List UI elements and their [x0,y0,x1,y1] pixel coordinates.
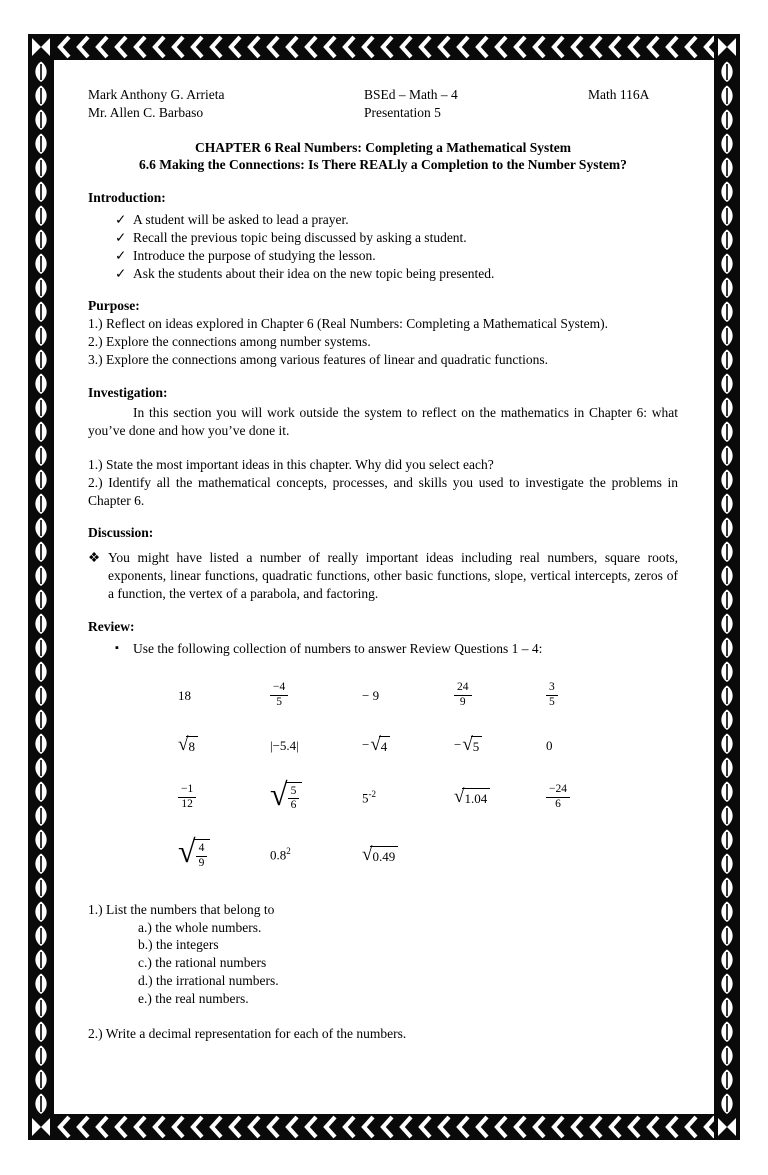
numerator: 24 [454,681,472,696]
numerator: −4 [270,681,288,696]
list-item-text: Recall the previous topic being discussed by asking a student. [133,229,467,245]
numerator: 3 [546,681,558,696]
discussion-paragraph: You might have listed a number of really important ideas including real numbers, square roots, exponents, linear functions, quadratic functions, other basic functions, slope, vertical intercepts, zeros of a function, the vertex of a parabola, and factoring. [108,550,678,601]
introduction-heading: Introduction: [88,190,166,206]
grid-power [270,846,362,863]
check-icon: ✓ [115,265,127,281]
numerator: −24 [546,783,570,798]
denominator: 5 [276,696,282,709]
square-root [370,736,390,755]
grid-power [362,789,454,806]
square-root [362,843,398,865]
review-question-2: 2.) Write a decimal representation for each of the numbers. [88,1025,407,1041]
denominator: 6 [555,797,561,810]
square-root [270,775,302,814]
fraction [546,783,570,812]
list-item [115,247,678,265]
grid-number: 18 [178,688,191,704]
purpose-item: 1.) Reflect on ideas explored in Chapter 6 (Real Numbers: Completing a Mathematical System). [88,316,608,332]
grid-radical [454,736,546,756]
sub-item: b.) the integers [138,937,219,953]
number-grid [178,681,678,870]
header-row-1 [88,86,678,104]
grid-radical-fraction [270,775,362,814]
chapter-title [88,139,678,175]
grid-radical [362,845,454,865]
subject-code: Math 116A [588,87,650,102]
fraction [454,681,472,710]
fraction [270,681,288,710]
document-page [54,60,714,1114]
radical-sign-icon: √ [462,734,473,756]
fraction [288,785,300,814]
square-root [454,785,490,807]
course-label: BSEd – Math – 4 [364,87,458,102]
investigation-list [88,456,678,509]
grid-radical [178,736,270,756]
chapter-title-line1: CHAPTER 6 Real Numbers: Completing a Mathematical System [194,139,572,155]
sub-item: d.) the irrational numbers. [138,972,279,988]
review-question-1: 1.) List the numbers that belong to [88,901,275,917]
check-icon: ✓ [115,212,127,228]
exponent: 2 [286,846,291,857]
radical-sign-icon: √ [270,775,288,812]
grid-fraction [454,681,546,710]
purpose-item: 3.) Explore the connections among various features of linear and quadratic functions. [88,351,548,367]
grid-radical [362,736,454,756]
investigation-paragraph: In this section you will work outside the system to reflect on the mathematics in Chapter 6: what you’ve done and how you’ve done it. [88,405,678,439]
fraction [196,842,208,871]
introduction-list [115,211,678,282]
investigation-item: 1.) State the most important ideas in this chapter. Why did you select each? [88,457,494,472]
grid-number: 0 [546,738,553,754]
denominator: 12 [181,797,193,810]
numerator: 5 [288,785,300,800]
purpose-item: 2.) Explore the connections among number systems. [88,333,371,349]
radical-sign-icon: √ [370,734,381,756]
diamond-bullet-icon: ❖ [88,550,101,566]
border-left-ornament-icon [28,60,54,1114]
border-right-ornament-icon [714,60,740,1114]
purpose-heading: Purpose: [88,298,140,314]
radicand: 5 [471,736,483,755]
radicand [286,782,303,814]
list-item-text: Ask the students about their idea on the new topic being presented. [133,265,495,281]
corner-ornament-icon [28,1114,54,1140]
corner-ornament-icon [714,1114,740,1140]
review-instruction-row [115,640,678,658]
grid-fraction [178,783,270,812]
list-item [115,211,678,229]
grid-fraction [546,783,638,812]
grid-absolute-value: |−5.4| [270,738,299,754]
chapter-title-line2: 6.6 Making the Connections: Is There REALly a Completion to the Number System? [139,157,627,173]
base: 0.8 [270,847,287,863]
grid-radical-fraction [178,833,270,871]
list-item [115,229,678,247]
radicand: 8 [186,736,198,755]
author-name: Mark Anthony G. Arrieta [88,87,225,102]
square-root [178,736,198,755]
exponent: -2 [368,788,376,799]
purpose-list [88,315,678,368]
radicand [194,839,211,871]
check-icon: ✓ [115,247,127,263]
radical-sign-icon: √ [362,843,373,865]
minus-sign: − [454,736,462,752]
check-icon: ✓ [115,229,127,245]
investigation-item: 2.) Identify all the mathematical concepts, processes, and skills you used to investigate the problems in Chapter 6. [88,474,678,508]
radicand: 4 [379,736,391,755]
grid-fraction [270,681,362,710]
denominator: 5 [549,696,555,709]
square-bullet-icon: ▪ [115,641,119,654]
radicand: 1.04 [462,788,490,807]
denominator: 9 [198,856,205,869]
presentation-label: Presentation 5 [364,104,441,120]
document-header [88,86,678,122]
investigation-heading: Investigation: [88,384,168,400]
radical-sign-icon: √ [178,833,196,870]
grid-radical [454,785,546,808]
list-item-text: A student will be asked to lead a prayer. [133,212,349,228]
teacher-name: Mr. Allen C. Barbaso [88,104,204,120]
review-heading: Review: [88,618,135,634]
square-root [462,736,482,755]
corner-ornament-icon [714,34,740,60]
sub-item: c.) the rational numbers [138,955,267,971]
discussion-block [88,549,678,602]
fraction [178,783,196,812]
denominator: 6 [290,799,297,812]
sub-item: a.) the whole numbers. [138,919,262,935]
decorative-border-frame [28,34,740,1140]
radicand: 0.49 [370,846,398,865]
radical-sign-icon: √ [178,734,189,756]
base: 5 [362,789,369,805]
header-spacer [588,104,678,122]
document-content [54,60,714,1062]
border-bottom-ornament-icon [54,1114,714,1140]
corner-ornament-icon [28,34,54,60]
header-row-2 [88,104,678,122]
list-item-text: Introduce the purpose of studying the lesson. [133,247,376,263]
square-root [178,833,210,871]
list-item [115,265,678,283]
numerator: −1 [178,783,196,798]
denominator: 9 [459,696,466,709]
minus-sign: − [362,736,370,752]
discussion-heading: Discussion: [88,525,154,541]
review-question-1-sublist [138,919,678,1008]
grid-fraction [546,681,638,710]
grid-number: − 9 [362,688,380,704]
fraction [546,681,558,710]
numerator: 4 [196,842,208,857]
border-top-ornament-icon [54,34,714,60]
sub-item: e.) the real numbers. [138,990,249,1006]
review-instruction: Use the following collection of numbers to answer Review Questions 1 – 4: [133,640,543,656]
radical-sign-icon: √ [454,785,465,807]
